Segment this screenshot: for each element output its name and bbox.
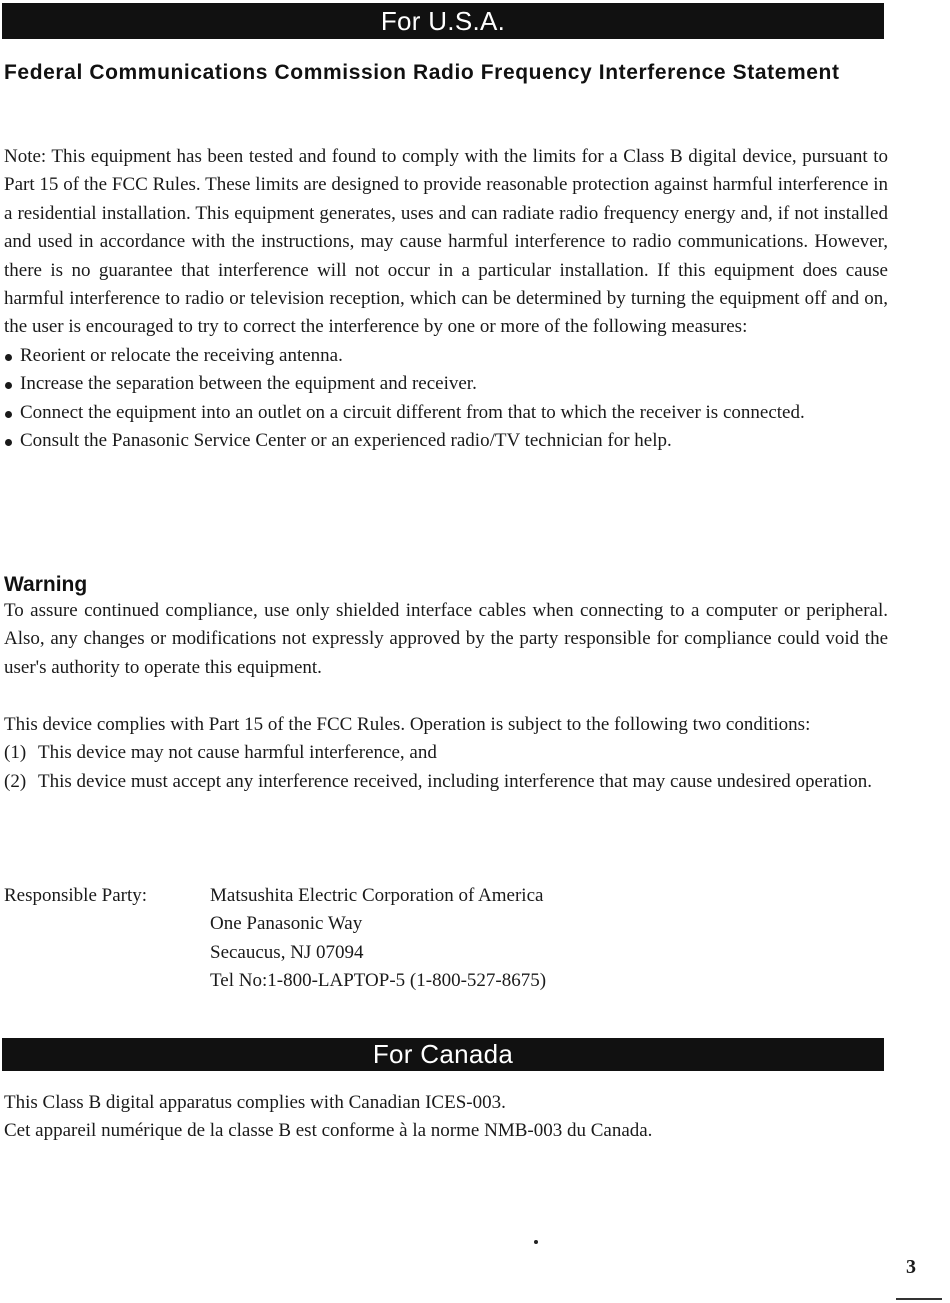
phone-number: Tel No:1-800-LAPTOP-5 (1-800-527-8675) xyxy=(210,970,547,992)
list-item xyxy=(4,399,888,427)
measures-list xyxy=(4,342,888,456)
canada-english-statement: This Class B digital apparatus complies with Canadian ICES-003. xyxy=(4,1092,506,1113)
bullet-icon xyxy=(5,439,12,446)
canada-section xyxy=(4,1089,888,1146)
list-item-text: Consult the Panasonic Service Center or an experienced radio/TV technician for help. xyxy=(20,430,672,452)
city-state-zip: Secaucus, NJ 07094 xyxy=(210,941,364,963)
bullet-icon xyxy=(5,411,12,418)
list-item-text: Reorient or relocate the receiving antenna. xyxy=(20,344,343,366)
part15-intro: This device complies with Part 15 of the FCC Rules. Operation is subject to the following two conditions: xyxy=(4,714,811,735)
bullet-icon xyxy=(5,382,12,389)
canada-french-statement: Cet appareil numérique de la classe B est conforme à la norme NMB-003 du Canada. xyxy=(4,1120,653,1142)
list-item xyxy=(4,768,888,796)
responsible-party-label: Responsible Party: xyxy=(4,885,148,906)
list-item xyxy=(4,427,888,455)
condition-text: This device must accept any interference received, including interference that may cause undesired operation. xyxy=(38,770,873,792)
list-item xyxy=(4,739,888,767)
condition-text: This device may not cause harmful interference, and xyxy=(38,742,437,764)
company-name: Matsushita Electric Corporation of America xyxy=(210,885,544,906)
fcc-note-paragraph: Note: This equipment has been tested and found to comply with the limits for a Class B digital device, pursuant to Part 15 of the FCC Rules. These limits are designed to provide reasonable protection against harmful interference in a residential installation. This equipment generates, uses and can radiate radio frequency energy and, if not installed and used in accordance with the instructions, may cause harmful interference to radio communications. However, there is no guarantee that interference will not occur in a particular installation. If this equipment does cause harmful interference to radio or television reception, which can be determined by turning the equipment off and on, the user is encouraged to try to correct the interference by one or more of the following measures: xyxy=(4,146,888,338)
warning-heading: Warning xyxy=(4,573,88,596)
section-banner-usa: For U.S.A. xyxy=(2,3,884,39)
warning-section xyxy=(4,597,888,682)
section-banner-canada: For Canada xyxy=(2,1038,884,1071)
list-item-text: Connect the equipment into an outlet on a circuit different from that to which the receiver is connected. xyxy=(20,401,805,423)
bullet-icon xyxy=(5,354,12,361)
list-item-text: Increase the separation between the equipment and receiver. xyxy=(20,373,477,395)
page-number: 3 xyxy=(906,1256,916,1278)
conditions-list xyxy=(4,739,888,796)
condition-number: (2) xyxy=(4,770,27,792)
scan-speck xyxy=(534,1240,538,1244)
responsible-party-address xyxy=(210,882,546,996)
list-item xyxy=(4,370,888,398)
part15-section xyxy=(4,711,888,796)
condition-number: (1) xyxy=(4,742,27,764)
fcc-note-section xyxy=(4,143,888,455)
fcc-statement-heading: Federal Communications Commission Radio Frequency Interference Statement xyxy=(4,61,840,84)
warning-paragraph: To assure continued compliance, use only shielded interface cables when connecting to a computer or peripheral. Also, any changes or modifications not expressly approved by the party responsible for compliance could void the user's authority to operate this equipment. xyxy=(4,600,888,678)
footer-rule xyxy=(896,1298,942,1300)
list-item xyxy=(4,342,888,370)
street-address: One Panasonic Way xyxy=(210,913,363,935)
